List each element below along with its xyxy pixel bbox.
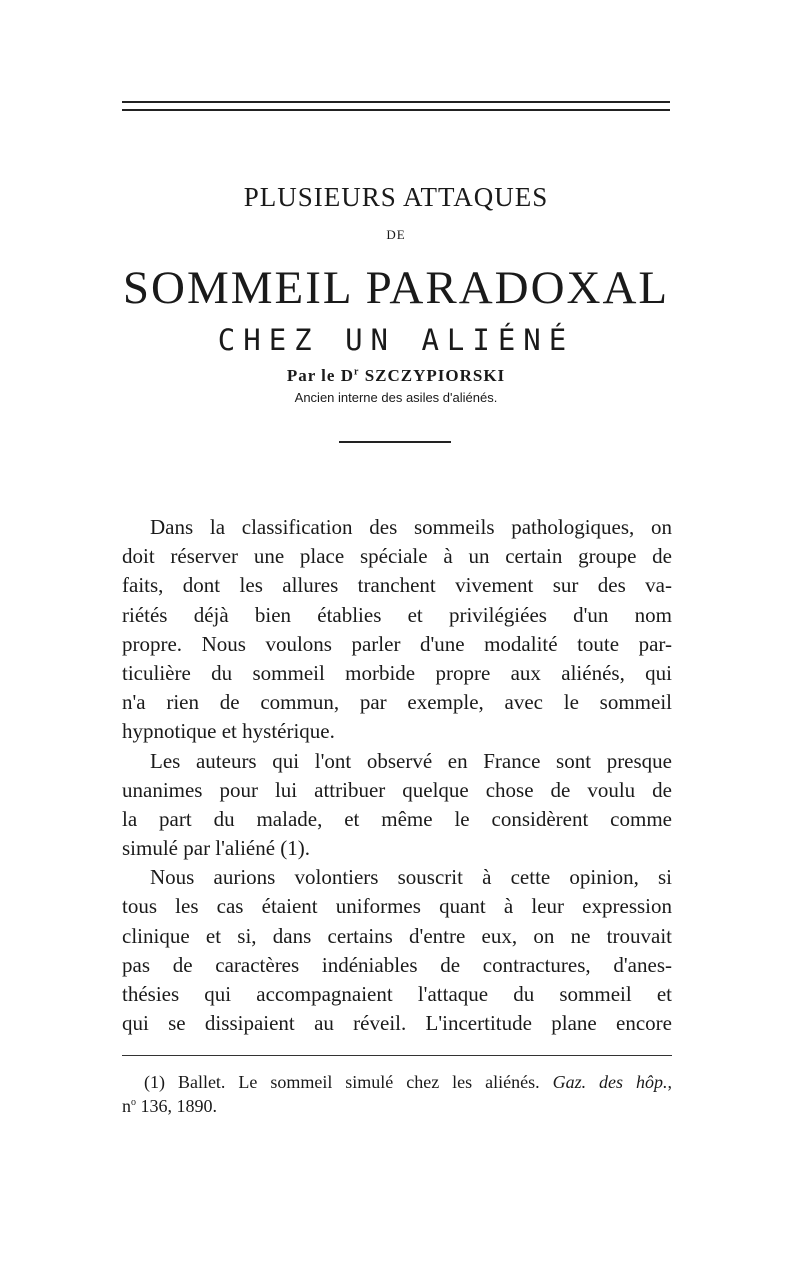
author-line: [122, 365, 670, 387]
footnote-punct: ,: [667, 1072, 672, 1092]
body-line: Dans la classification des sommeils pathologiques, on: [150, 515, 672, 539]
body-line: propre. Nous voulons parler d'une modalité toute par-: [122, 631, 672, 656]
body-line: pas de caractères indéniables de contractures, d'anes-: [122, 952, 672, 977]
body-line: la part du malade, et même le considèrent comme: [122, 806, 672, 831]
footnote-line-1: [122, 1070, 672, 1094]
footnote-number-prefix: n: [122, 1096, 131, 1116]
author-prefix: Par le D: [286, 366, 354, 385]
body-line: thésies qui accompagnaient l'attaque du sommeil et: [122, 982, 672, 1006]
footnote-rule: [122, 1055, 672, 1056]
footnote-text: (1) Ballet. Le sommeil simulé chez les aliénés.: [144, 1072, 553, 1092]
body-line: hypnotique et hystérique.: [122, 719, 335, 744]
body-line: clinique et si, dans certains d'entre eux, on ne trouvait: [122, 923, 672, 948]
footnote-number-sup: o: [131, 1097, 136, 1108]
body-line: riétés déjà bien établies et privilégiées d'un nom: [122, 602, 672, 627]
body-line: Nous aurions volontiers souscrit à cette opinion, si: [150, 865, 672, 890]
header-double-rule: [122, 101, 670, 111]
footnote-line-2: [122, 1094, 672, 1118]
title-subtitle: CHEZ UN ALIÉNÉ: [217, 323, 575, 357]
body-line: n'a rien de commun, par exemple, avec le sommeil: [122, 690, 672, 715]
title-main: SOMMEIL PARADOXAL: [122, 262, 670, 314]
body-line: unanimes pour lui attribuer quelque chose de voulu de: [122, 777, 672, 802]
author-name: SZCZYPIORSKI: [359, 366, 506, 385]
body-line: Les auteurs qui l'ont observé en France sont presque: [150, 748, 672, 773]
author-role: Ancien interne des asiles d'aliénés.: [294, 390, 498, 405]
title-line-1: PLUSIEURS ATTAQUES: [243, 182, 549, 212]
body-text: [122, 513, 672, 1038]
footnote-journal: Gaz. des hôp.: [552, 1072, 668, 1092]
footnote: [122, 1070, 672, 1118]
body-line: ticulière du sommeil morbide propre aux aliénés, qui: [122, 660, 672, 685]
body-line: simulé par l'aliéné (1).: [122, 836, 311, 861]
body-line: tous les cas étaient uniformes quant à leur expression: [122, 894, 672, 919]
author-sup: r: [353, 366, 360, 378]
body-line: faits, dont les allures tranchent vivement sur des va-: [122, 573, 672, 598]
body-line: doit réserver une place spéciale à un certain groupe de: [122, 544, 672, 569]
title-line-2: DE: [386, 227, 406, 242]
body-line: qui se dissipaient au réveil. L'incertitude plane encore: [122, 1011, 672, 1036]
title-separator-rule: [339, 441, 451, 443]
footnote-number: 136, 1890.: [136, 1096, 217, 1116]
